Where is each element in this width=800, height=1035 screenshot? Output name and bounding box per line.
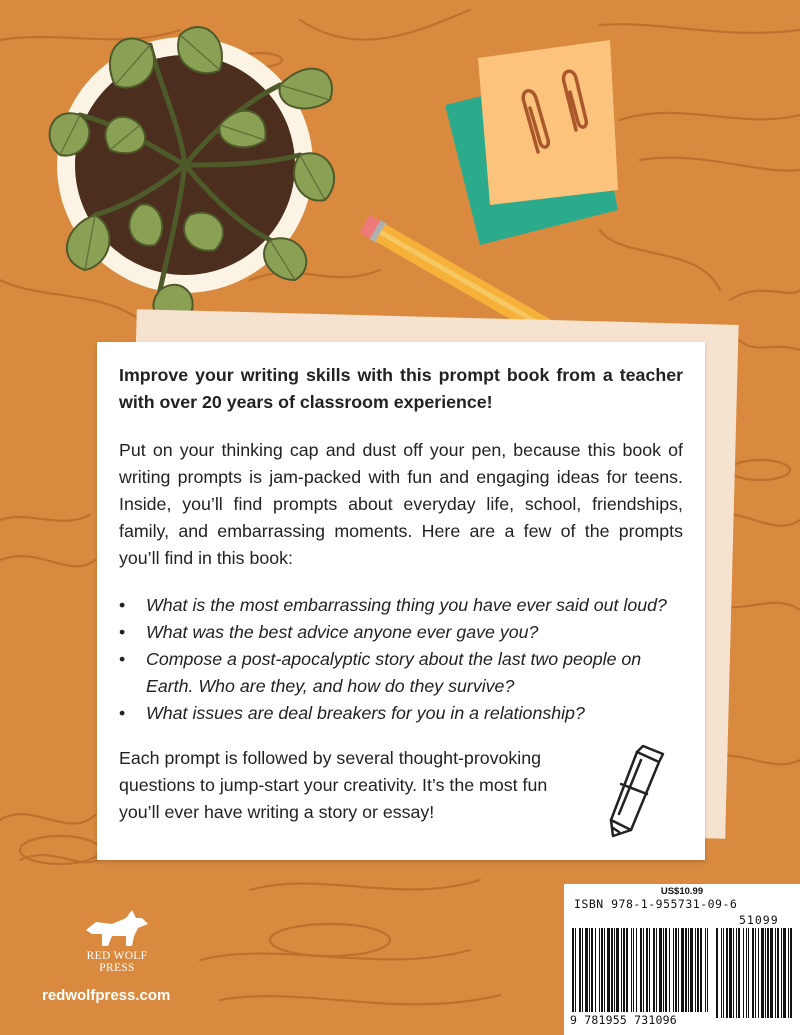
list-item: • What was the best advice anyone ever gave you? <box>119 619 683 646</box>
barcode-bar <box>690 928 693 1012</box>
barcode-bar <box>579 928 581 1012</box>
barcode-bar <box>636 928 637 1012</box>
plant-pot-icon <box>40 15 350 330</box>
barcode-bar <box>649 928 650 1012</box>
barcode-bar <box>589 928 590 1012</box>
barcode-bar <box>646 928 648 1012</box>
barcode-bar <box>777 928 779 1018</box>
barcode-bar <box>790 928 792 1018</box>
barcode-bar <box>607 928 610 1012</box>
barcode-bar <box>669 928 670 1012</box>
barcode-bar <box>765 928 766 1018</box>
barcode-bar <box>665 928 667 1012</box>
barcode-bar <box>775 928 776 1018</box>
publisher-name-line2: PRESS <box>99 962 135 974</box>
barcode-bar <box>626 928 628 1012</box>
barcode-bar <box>663 928 664 1012</box>
barcode-bar <box>733 928 734 1018</box>
list-item: • What issues are deal breakers for you in a relationship? <box>119 700 683 727</box>
barcode-bar <box>758 928 759 1018</box>
lead-text: Improve your writing skills with this prompt book from a teacher with over 20 years of classroom experience! <box>119 365 683 412</box>
barcode-bar <box>575 928 576 1012</box>
barcode-bar <box>611 928 613 1012</box>
publisher-logo <box>42 908 192 974</box>
barcode-bar <box>604 928 605 1012</box>
barcode-bar <box>591 928 593 1012</box>
barcode-bar <box>582 928 583 1012</box>
barcode-bar <box>678 928 679 1012</box>
pencil-icon <box>335 195 605 325</box>
barcode-bar <box>770 928 773 1018</box>
barcode-bar <box>705 928 706 1012</box>
barcode-bar <box>673 928 674 1012</box>
bullet: • <box>119 649 126 669</box>
barcode-bar <box>616 928 619 1012</box>
barcode-bar <box>595 928 596 1012</box>
barcode-bar <box>729 928 732 1018</box>
barcode-bar <box>601 928 603 1012</box>
barcode-bar <box>707 928 708 1012</box>
wolf-logo-icon <box>82 908 152 948</box>
barcode-bar <box>572 928 574 1012</box>
barcode-bar <box>681 928 684 1012</box>
barcode-bar <box>783 928 786 1018</box>
barcode-block <box>564 884 800 1035</box>
price-label: US$10.99 <box>660 886 704 897</box>
bullet: • <box>119 595 126 615</box>
barcode-bar <box>623 928 625 1012</box>
barcode-bar <box>659 928 662 1012</box>
barcode-bar <box>736 928 737 1018</box>
barcode-bar <box>653 928 655 1012</box>
description-card <box>97 342 705 860</box>
closing-text: Each prompt is followed by several thought-provoking questions to jump-start your creativity. It’s the most fun you’ll ever have writing a story or essay! <box>119 748 548 822</box>
barcode-bar <box>788 928 789 1018</box>
barcode-bar <box>675 928 677 1012</box>
barcode-bar <box>633 928 634 1012</box>
prompt-list <box>119 592 683 727</box>
isbn-label: ISBN 978-1-955731-09-6 <box>574 897 738 911</box>
barcode-bar <box>621 928 622 1012</box>
barcode-bar <box>585 928 588 1012</box>
publisher-name-line1: RED WOLF <box>86 950 148 962</box>
barcode-bar <box>726 928 728 1018</box>
pencil-doodle-icon <box>607 744 667 844</box>
barcode-bar <box>755 928 756 1018</box>
barcode-bar <box>767 928 769 1018</box>
barcode-bar <box>695 928 696 1012</box>
supplement-number: 51099 <box>739 913 779 927</box>
bullet: • <box>119 622 126 642</box>
barcode-bar <box>640 928 642 1012</box>
barcode-bar <box>643 928 644 1012</box>
barcode-bar <box>656 928 657 1012</box>
barcode-bar <box>716 928 718 1018</box>
ean-number: 9 781955 731096 <box>570 1013 677 1027</box>
barcode-bar <box>743 928 744 1018</box>
barcode-bar <box>781 928 782 1018</box>
barcode-bar <box>721 928 722 1018</box>
barcode-bar <box>688 928 689 1012</box>
barcode-bar <box>748 928 749 1018</box>
barcode-bar <box>614 928 615 1012</box>
barcode-bar <box>746 928 747 1018</box>
barcode-bar <box>723 928 724 1018</box>
list-item: • What is the most embarrassing thing you have ever said out loud? <box>119 592 683 619</box>
barcode-bar <box>697 928 699 1012</box>
barcode-bar <box>752 928 754 1018</box>
bullet: • <box>119 703 126 723</box>
publisher-url: redwolfpress.com <box>42 987 171 1004</box>
barcode-bar <box>599 928 600 1012</box>
body-text: Put on your thinking cap and dust off your pen, because this book of writing prompts is jam-packed with fun and engaging ideas for teens. Inside, you’ll find prompts about everyday life, school, friendships, family, and embarrassing moments. Here are a few of the prompts you’ll find in this book: <box>119 440 683 568</box>
barcode-bar <box>631 928 632 1012</box>
barcode-bar <box>700 928 702 1012</box>
list-item: • Compose a post-apocalyptic story about the last two people on Earth. Who are they, and how do they survive? <box>119 646 683 700</box>
barcode-bar <box>738 928 740 1018</box>
barcode-bar <box>761 928 764 1018</box>
barcode-bar <box>685 928 687 1012</box>
